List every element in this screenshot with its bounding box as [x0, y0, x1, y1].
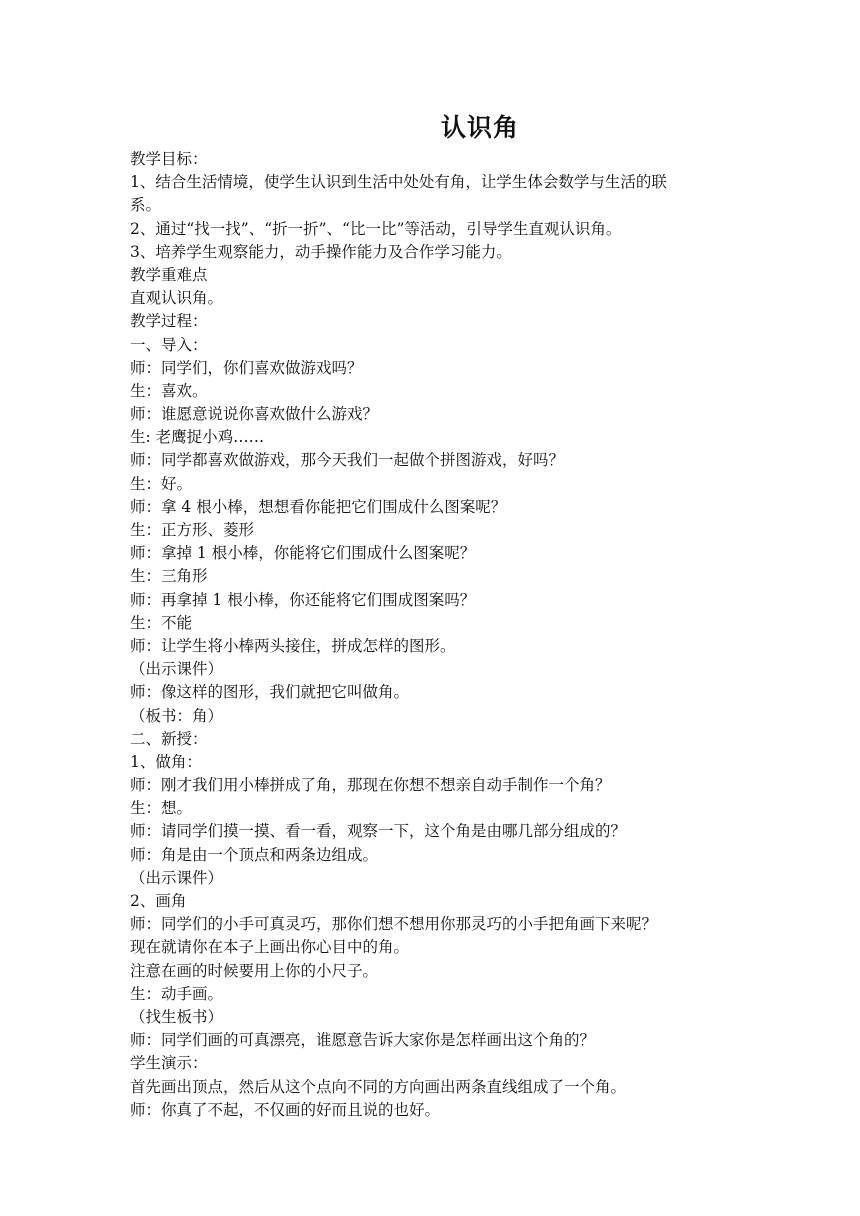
text-line: 首先画出顶点，然后从这个点向不同的方向画出两条直线组成了一个角。: [130, 1077, 627, 1096]
text-line: 1、结合生活情境，使学生认识到生活中处处有角，让学生体会数学与生活的联: [130, 173, 667, 192]
text-line: 系。: [130, 196, 162, 215]
text-line: 现在就请你在本子上画出你心目中的角。: [130, 938, 410, 957]
text-line: 师：请同学们摸一摸、看一看，观察一下，这个角是由哪几部分组成的？: [130, 822, 627, 841]
text-line: 师：拿掉 1 根小棒，你能将它们围成什么图案呢？: [130, 544, 476, 563]
text-line: 生：动手画。: [130, 984, 224, 1003]
text-line: 生：不能: [130, 613, 193, 632]
text-line: 师：再拿掉 1 根小棒，你还能将它们围成图案吗？: [130, 590, 476, 609]
document-title: 认识角: [440, 113, 519, 142]
text-line: 注意在画的时候要用上你的小尺子。: [130, 961, 379, 980]
text-line: 直观认识角。: [130, 289, 224, 308]
text-line: 教学目标：: [130, 150, 208, 168]
text-line: 师：同学们，你们喜欢做游戏吗？: [130, 358, 363, 377]
text-line: 生：好。: [130, 474, 193, 493]
text-line: 师：谁愿意说说你喜欢做什么游戏？: [130, 405, 379, 424]
text-line: 师：同学们画的可真漂亮，谁愿意告诉大家你是怎样画出这个角的？: [130, 1031, 596, 1050]
text-line: 3、培养学生观察能力，动手操作能力及合作学习能力。: [130, 242, 512, 261]
text-line: 一、导入：: [130, 335, 208, 354]
text-line: 教学重难点: [130, 265, 208, 284]
text-line: 学生演示：: [130, 1054, 208, 1073]
document-body: [130, 148, 748, 1122]
text-line: 师：刚才我们用小棒拼成了角，那现在你想不想亲自动手制作一个角？: [130, 776, 611, 795]
text-line: （板书：角）: [130, 706, 224, 725]
text-line: 师：同学们的小手可真灵巧，那你们想不想用你那灵巧的小手把角画下来呢？: [130, 915, 658, 934]
text-line: 教学过程：: [130, 312, 208, 331]
text-line: 2、画角: [130, 892, 187, 910]
text-line: （出示课件）: [130, 868, 224, 887]
text-line: 二、新授：: [130, 729, 208, 748]
text-line: （出示课件）: [130, 660, 224, 679]
text-line: 生：想。: [130, 799, 193, 818]
text-line: 师：你真了不起，不仅画的好而且说的也好。: [130, 1100, 441, 1119]
text-line: 生：三角形: [130, 567, 208, 586]
text-line: 师：像这样的图形，我们就把它叫做角。: [130, 683, 410, 702]
text-line: 师：拿 4 根小棒，想想看你能把它们围成什么图案呢？: [130, 497, 507, 516]
text-line: （找生板书）: [130, 1007, 224, 1026]
text-line: 生：正方形、菱形: [130, 521, 255, 539]
text-line: 师：让学生将小棒两头接住，拼成怎样的图形。: [130, 636, 456, 655]
text-line: 生：喜欢。: [130, 381, 208, 400]
text-line: 师：同学都喜欢做游戏，那今天我们一起做个拼图游戏，好吗？: [130, 451, 565, 470]
text-line: 生: 老鹰捉小鸡……: [130, 428, 265, 447]
text-line: 2、通过“找一找”、“折一折”、“比一比”等活动，引导学生直观认识角。: [130, 219, 622, 238]
text-line: 1、做角：: [130, 752, 202, 771]
text-line: 师：角是由一个顶点和两条边组成。: [130, 845, 379, 864]
